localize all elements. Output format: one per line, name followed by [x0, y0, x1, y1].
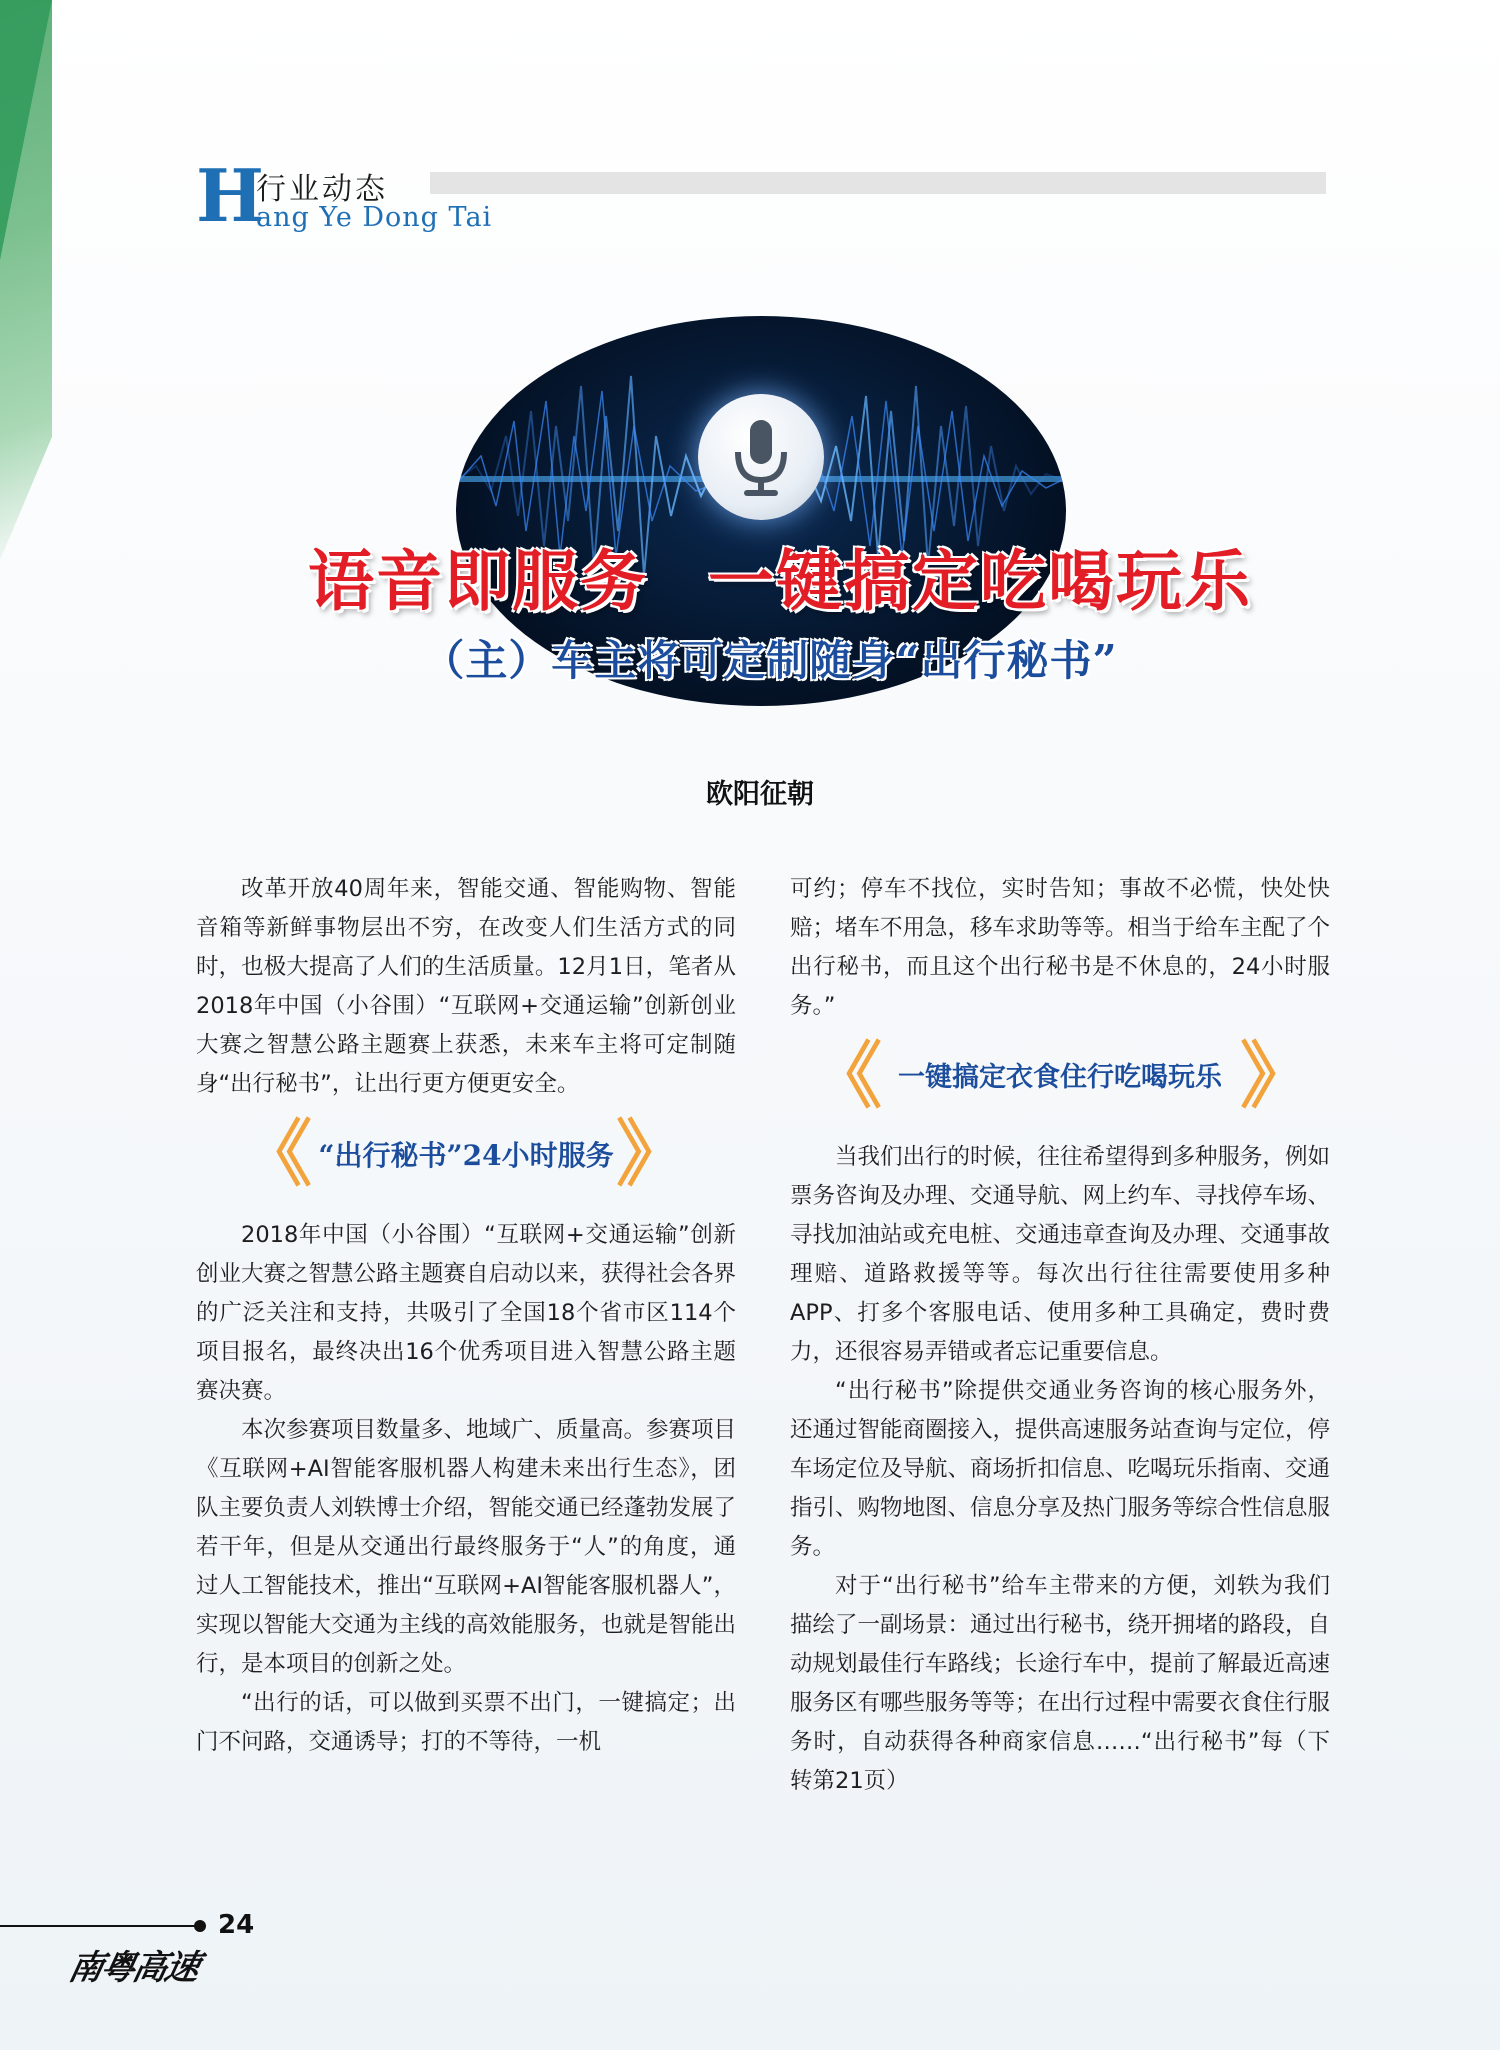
paragraph: 改革开放40周年来，智能交通、智能购物、智能音箱等新鲜事物层出不穷，在改变人们生活方式的同时，也极大提高了人们的生活质量。12月1日，笔者从2018年中国（小谷围）“互联网+交通运输”创新创业大赛之智慧公路主题赛上获悉，未来车主将可定制随身“出行秘书”，让出行更方便更安全。 [196, 876, 736, 1097]
author-name: 欧阳征朝 [706, 779, 814, 810]
section-heading-text: “出行秘书”24小时服务 [318, 1139, 614, 1172]
section-initial: H [196, 153, 265, 238]
right-bracket-icon: 》 [615, 1111, 688, 1196]
page-number: 24 [218, 1910, 255, 1940]
left-column [196, 870, 736, 1762]
left-bracket-icon: 《 [240, 1111, 313, 1196]
microphone-icon [698, 394, 824, 520]
paragraph: 本次参赛项目数量多、地域广、质量高。参赛项目《互联网+AI智能客服机器人构建未来出行生态》，团队主要负责人刘轶博士介绍，智能交通已经蓬勃发展了若干年，但是从交通出行最终服务于“人”的角度，通过人工智能技术，推出“互联网+AI智能客服机器人”，实现以智能大交通为主线的高效能服务，也就是智能出行，是本项目的创新之处。 [196, 1417, 737, 1677]
magazine-logo: 南粤高速 [65, 1948, 202, 1988]
main-title-right: 一键搞定吃喝玩乐 [708, 542, 1252, 620]
paragraph: 可约；停车不找位，实时告知；事故不必慌，快处快赔；堵车不用急，移车求助等等。相当于给车主配了个出行秘书，而且这个出行秘书是不休息的，24小时服务。” [790, 876, 1331, 1019]
paragraph: 2018年中国（小谷围）“互联网+交通运输”创新创业大赛之智慧公路主题赛自启动以来，获得社会各界的广泛关注和支持，共吸引了全国18个省市区114个项目报名，最终决出16个优秀项目进入智慧公路主题赛决赛。 [196, 1222, 737, 1404]
right-bracket-icon: 》 [1239, 1033, 1312, 1118]
right-column [790, 870, 1330, 1801]
section-header [196, 153, 1326, 238]
section-heading-text: 一键搞定衣食住行吃喝玩乐 [898, 1062, 1222, 1093]
header-grey-bar [430, 172, 1326, 194]
paragraph: 对于“出行秘书”给车主带来的方便，刘轶为我们描绘了一副场景：通过出行秘书，绕开拥堵的路段，自动规划最佳行车路线；长途行车中，提前了解最近高速服务区有哪些服务等等；在出行过程中需要衣食住行服务时，自动获得各种商家信息……“出行秘书”每（下转第21页） [790, 1573, 1331, 1794]
paragraph: “出行秘书”除提供交通业务咨询的核心服务外，还通过智能商圈接入，提供高速服务站查询与定位，停车场定位及导航、商场折扣信息、吃喝玩乐指南、交通指引、购物地图、信息分享及热门服务等综合性信息服务。 [790, 1378, 1331, 1560]
subtitle: （主）车主将可定制随身“出行秘书” [422, 636, 1118, 685]
section-title-pinyin: ang Ye Dong Tai [256, 202, 493, 233]
section-heading-one-click [790, 1033, 1330, 1118]
section-title-cn: 行业动态 [256, 172, 388, 207]
section-heading-24h [196, 1111, 736, 1196]
paragraph: “出行的话，可以做到买票不出门，一键搞定；出门不问路，交通诱导；打的不等待，一机 [196, 1690, 736, 1755]
footer-dot [194, 1920, 206, 1932]
main-title [300, 528, 1260, 623]
left-bracket-icon: 《 [810, 1033, 883, 1118]
paragraph: 当我们出行的时候，往往希望得到多种服务，例如票务咨询及办理、交通导航、网上约车、寻找停车场、寻找加油站或充电桩、交通违章查询及办理、交通事故理赔、道路救援等等。每次出行往往需要使用多种APP、打多个客服电话、使用多种工具确定，费时费力，还很容易弄错或者忘记重要信息。 [790, 1144, 1331, 1365]
main-title-left: 语音即服务 [308, 542, 648, 620]
footer-rule [0, 1925, 200, 1927]
